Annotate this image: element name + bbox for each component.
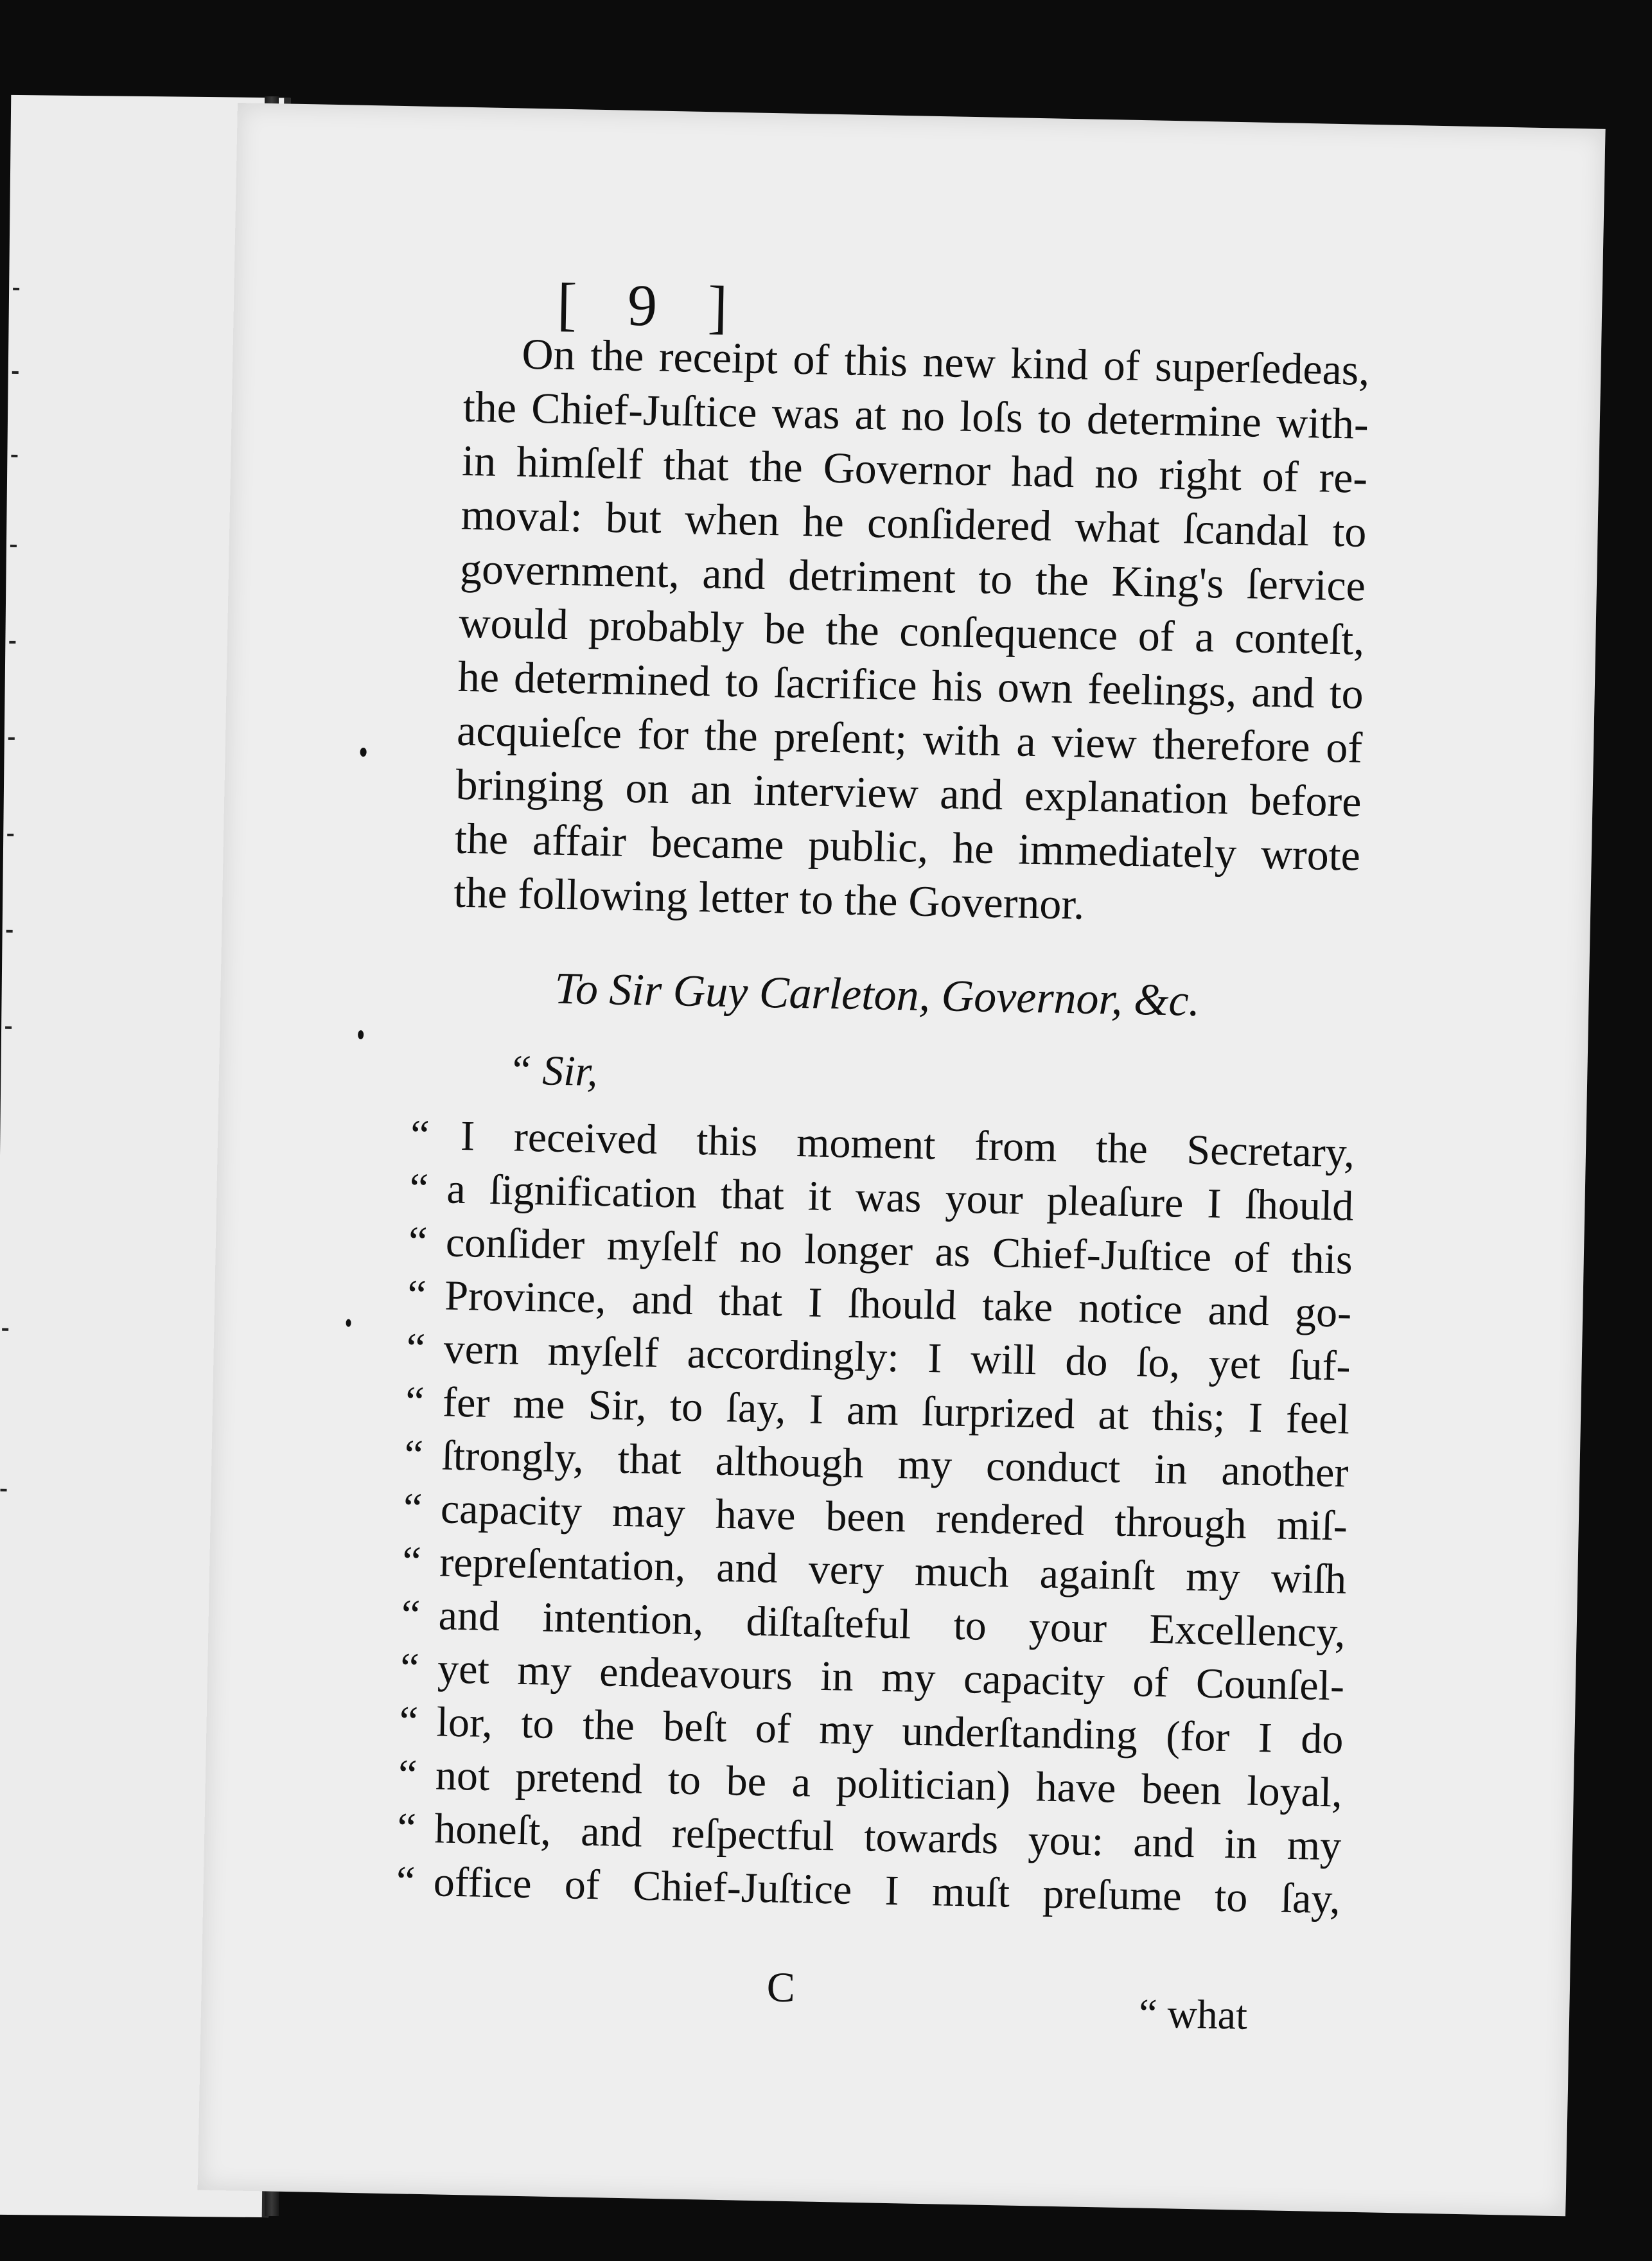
edge-mark (5, 1026, 12, 1029)
edge-mark (10, 545, 17, 547)
quote-mark: “ (407, 1271, 427, 1319)
quote-mark: “ (398, 1751, 418, 1799)
quote-mark: “ (408, 1218, 428, 1265)
quote-mark: “ (398, 1698, 419, 1745)
letter-text: ſtrongly, that although my conduct in another (441, 1432, 1349, 1497)
letter-text: capacity may have been rendered through miſ- (440, 1485, 1348, 1550)
paragraph-line: would probably be the conſequence of a conteſt, (458, 597, 1366, 664)
paragraph-line: the following letter to the Governor. (453, 867, 1085, 929)
letter-text: repreſentation, and very much againſt my wiſh (439, 1538, 1347, 1603)
letter-text: yet my endeavours in my capacity of Counſel- (437, 1645, 1345, 1710)
letter-text: and intention, diſtaſteful to your Excellency, (438, 1592, 1346, 1657)
paragraph-line: the Chief-Juſtice was at no loſs to determine with- (462, 382, 1369, 448)
book-page (198, 103, 1606, 2216)
ink-speck (346, 1319, 351, 1327)
letter-text: conſider myſelf no longer as Chief-Juſtice of this (445, 1218, 1353, 1283)
quote-mark: “ (405, 1378, 425, 1425)
opening-paragraph (453, 326, 1370, 937)
edge-mark (7, 834, 13, 836)
quote-mark: “ (401, 1591, 421, 1639)
paragraph-line: acquieſce for the preſent; with a view therefore of (456, 705, 1363, 772)
letter-text: Province, and that I ſhould take notice and go- (444, 1272, 1352, 1337)
quote-mark: “ (403, 1431, 424, 1479)
paragraph-line: the affair became public, he immediately wrote (454, 813, 1361, 880)
paragraph-line: government, and detriment to the King's ſervice (459, 543, 1366, 610)
quote-mark: “ (410, 1111, 430, 1159)
paragraph-line: bringing on an interview and explanation before (455, 759, 1362, 826)
paragraph-line: On the receipt of this new kind of superſedeas, (521, 329, 1371, 394)
edge-mark (8, 737, 15, 740)
letter-text: I received this moment from the Secretary, (460, 1112, 1355, 1177)
letter-text: honeſt, and reſpectful towards you: and in my (434, 1805, 1342, 1870)
letter-text: not pretend to be a politician) have been loyal, (435, 1752, 1343, 1817)
ink-speck (360, 748, 366, 757)
letter-salutation: “ Sir, (507, 1046, 599, 1096)
letter-text: office of Chief-Juſtice I muſt preſume to ſay, (433, 1858, 1341, 1923)
quote-mark: “ (403, 1484, 423, 1532)
quote-mark: “ (409, 1165, 429, 1213)
letter-body (396, 1108, 1355, 1926)
quote-mark: “ (396, 1858, 416, 1905)
edge-mark (12, 371, 19, 374)
edge-mark (9, 641, 15, 644)
edge-mark (11, 455, 17, 457)
ink-speck (358, 1030, 364, 1039)
signature-mark: C (766, 1964, 796, 2012)
page-number: [ 9 ] (556, 270, 746, 340)
quote-mark: “ (396, 1804, 417, 1852)
letter-text: a ſignification that it was your pleaſure I ſhould (446, 1165, 1355, 1230)
edge-mark (13, 288, 19, 290)
paragraph-line: in himſelf that the Governor had no right of re- (461, 435, 1368, 502)
paragraph-line: moval: but when he conſidered what ſcandal to (461, 489, 1367, 556)
edge-mark (2, 1328, 8, 1331)
letter-text: vern myſelf accordingly: I will do ſo, yet ſuf- (443, 1325, 1351, 1390)
letter-text: fer me Sir, to ſay, I am ſurprized at this; I feel (442, 1378, 1350, 1443)
letter-address: To Sir Guy Carleton, Governor, &c. (554, 963, 1200, 1026)
letter-text: lor, to the beſt of my underſtanding (for I do (435, 1698, 1344, 1763)
quote-mark: “ (401, 1538, 422, 1585)
edge-mark (1, 1489, 7, 1491)
quote-mark: “ (400, 1644, 420, 1692)
edge-mark (6, 930, 13, 933)
paragraph-line: he determined to ſacrifice his own feelings, and to (457, 651, 1364, 718)
quote-mark: “ (406, 1324, 426, 1372)
catchword: “ what (1138, 1990, 1248, 2038)
